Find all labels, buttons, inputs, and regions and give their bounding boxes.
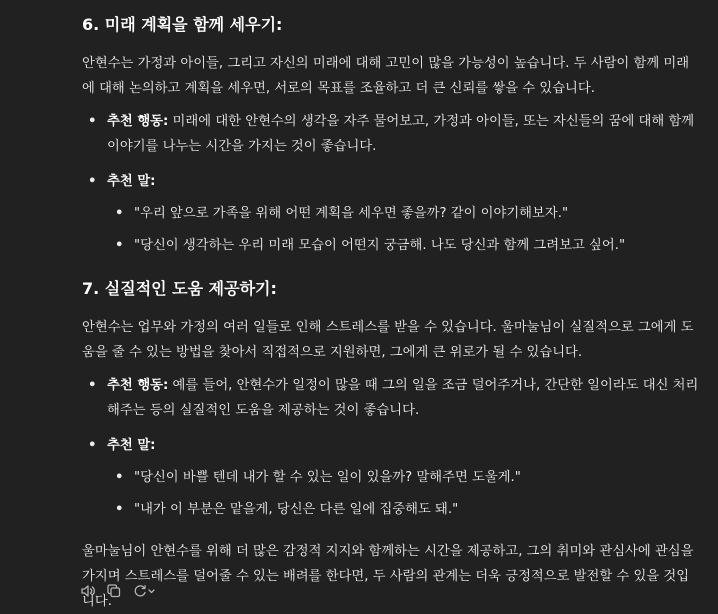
quote-item: • "우리 앞으로 가족을 위해 어떤 계획을 세우면 좋을까? 같이 이야기해보자.": [107, 201, 700, 226]
section-6-words-item: [82, 169, 700, 258]
quote-item: • "내가 이 부분은 맡을게, 당신은 다른 일에 집중해도 돼.": [107, 497, 700, 522]
section-6-action-item: [82, 109, 700, 159]
words-label: 추천 말:: [107, 174, 156, 189]
regenerate-icon[interactable]: [132, 583, 156, 599]
section-7-action-item: [82, 373, 700, 423]
section-7-list: [82, 373, 700, 522]
section-6-heading: 6. 미래 계획을 함께 세우기:: [82, 15, 283, 34]
message-toolbar: [80, 583, 156, 599]
section-7-heading: 7. 실질적인 도움 제공하기:: [82, 279, 277, 298]
section-6-list: [82, 109, 700, 258]
words-label: 추천 말:: [107, 438, 156, 453]
copy-icon[interactable]: [106, 583, 122, 599]
section-6-quotes: [107, 201, 700, 258]
speaker-icon[interactable]: [80, 583, 96, 599]
action-text: 예를 들어, 안현수가 일정이 많을 때 그의 일을 조금 덜어주거나, 간단한 일이라도 대신 처리해주는 등의 실질적인 도움을 제공하는 것이 좋습니다.: [107, 378, 699, 418]
action-label: 추천 행동:: [107, 378, 169, 393]
section-7-quotes: [107, 465, 700, 522]
section-7-words-item: [82, 433, 700, 522]
action-label: 추천 행동:: [107, 114, 169, 129]
quote-item: • "당신이 생각하는 우리 미래 모습이 어떤지 궁금해. 나도 당신과 함께 그려보고 싶어.": [107, 233, 700, 258]
action-text: 미래에 대한 안현수의 생각을 자주 물어보고, 가정과 아이들, 또는 자신들의 꿈에 대해 함께 이야기를 나누는 시간을 가지는 것이 좋습니다.: [107, 114, 695, 154]
quote-item: • "당신이 바쁠 텐데 내가 할 수 있는 일이 있을까? 말해주면 도울게.": [107, 465, 700, 490]
closing-paragraph: 울마눌님이 안현수를 위해 더 많은 감정적 지지와 함께하는 시간을 제공하고, 그의 취미와 관심사에 관심을 가지며 스트레스를 덜어줄 수 있는 배려를 한다면, 두 사람의 관계는 더욱 긍정적으로 발전할 수 있을 것입니다.: [82, 544, 694, 609]
section-6-paragraph: 안현수는 가정과 아이들, 그리고 자신의 미래에 대해 고민이 많을 가능성이 높습니다. 두 사람이 함께 미래에 대해 논의하고 계획을 세우면, 서로의 목표를 조율하고 더 큰 신뢰를 쌓을 수 있습니다.: [82, 56, 690, 96]
section-7-paragraph: 안현수는 업무와 가정의 여러 일들로 인해 스트레스를 받을 수 있습니다. 울마눌님이 실질적으로 그에게 도움을 줄 수 있는 방법을 찾아서 직접적으로 지원하면, 그에게 큰 위로가 될 수 있습니다.: [82, 320, 694, 360]
